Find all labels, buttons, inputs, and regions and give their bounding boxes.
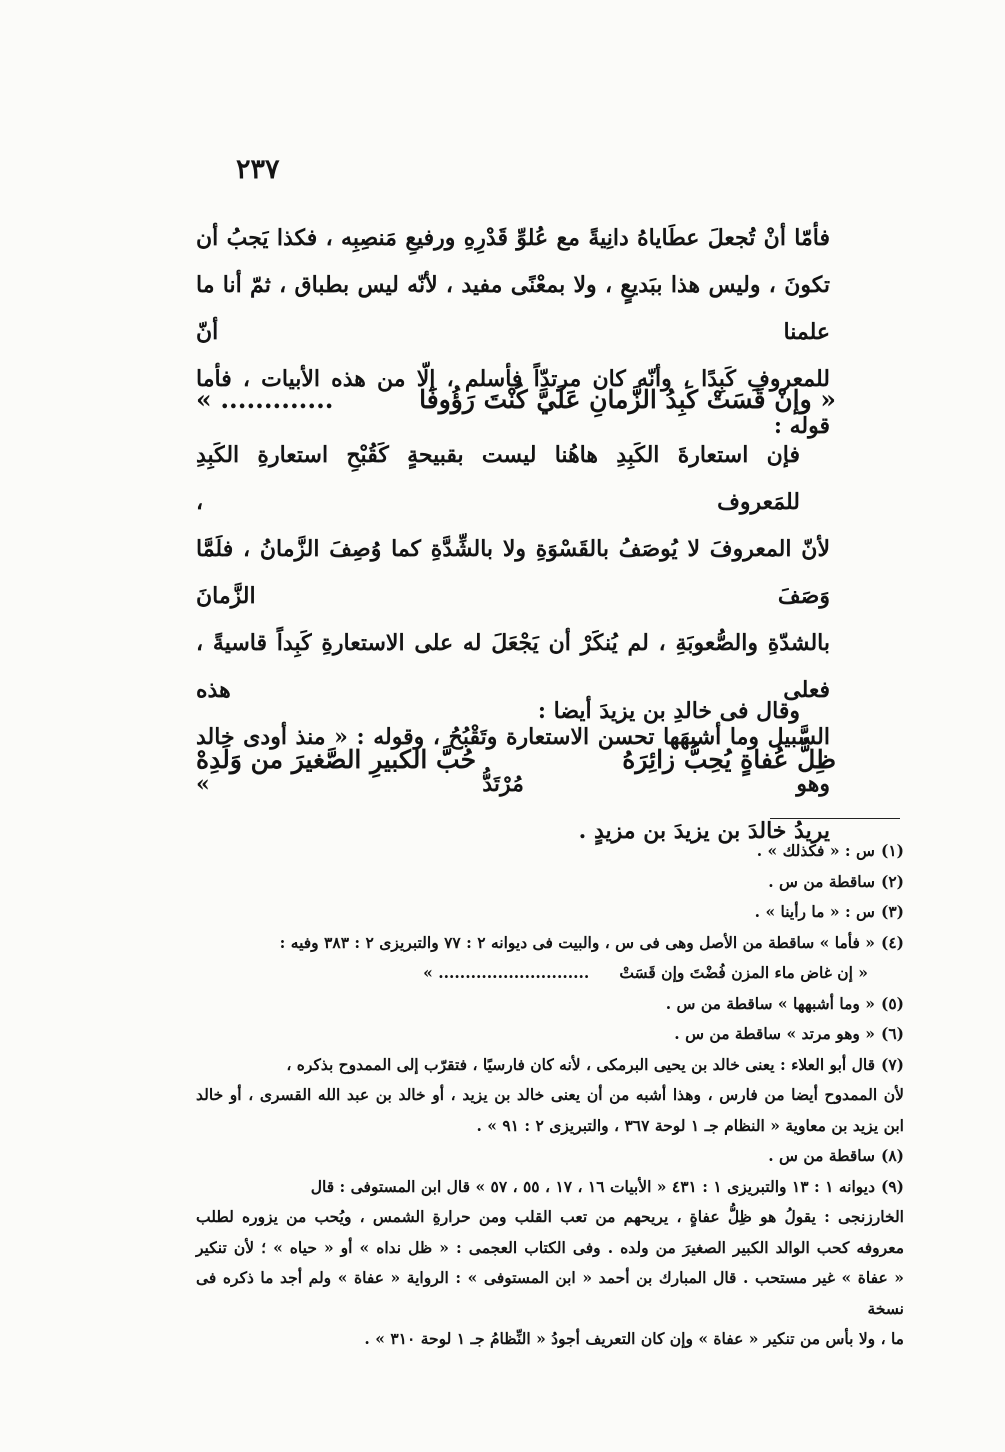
footnote-6 [196,1019,904,1050]
footnote-number: (٤) [880,932,904,952]
paragraph-1-line-1: فأمّا أنْ تُجعلَ عطَاياهُ دانِيةً مع عُلوِّ قَدْرِهِ ورفيعِ مَنصِبِه ، فكذا يَجبُ أن [196,225,830,251]
footnote-9-continuation-2: معروفه كحب الوالد الكبير الصغيرَ من ولده . وفى الكتاب العجمى : « ظل نداه » أو « حياه » ؛ لأن تنكير [196,1237,904,1257]
footnote-verse-second-hemistich: ............................ » [423,963,590,982]
paragraph-2-line-2: لأنّ المعروفَ لا يُوصَفُ بالقَسْوَةِ ولا بالشِّدَّةِ كما وُصِفَ الزَّمانُ ، فلَمَّا وَصَفَ الزَّمانَ [196,536,830,609]
footnote-number: (٨) [880,1146,904,1165]
footnote-number: (٦) [880,1024,904,1043]
footnote-text: « وما أشبهها » ساقطة من س . [665,993,875,1013]
footnote-number: (٧) [880,1054,904,1074]
paragraph-2 [196,432,830,855]
verse-1-first-hemistich: « وإنْ قَسَتْ كَبِدُ الزَّمانِ عَلَيَّ كُنْتَ رَؤُوفَا [419,385,836,414]
footnote-2 [196,867,904,898]
footnote-number: (٣) [880,902,904,921]
footnote-text: « وهو مرتد » ساقطة من س . [674,1024,875,1043]
footnote-9-continuation-1: الخارزنجى : يقولُ هو ظِلُّ عفاةٍ ، يريحهم من تعب القلب ومن حرارةِ الشمس ، ويُحب من يزوره لطلب [196,1207,904,1226]
verse-2-second-hemistich: حُبَّ الكبيرِ الصَّغيرَ من وَلَدِهْ [196,745,477,774]
footnote-3 [196,897,904,928]
intro-line [196,688,830,735]
verse-1 [196,385,836,414]
page-number: ٢٣٧ [236,154,280,185]
footnote-7-continuation: لأن الممدوح أيضا من فارس ، وهذا أشبه من أن يعنى خالد بن يزيد ، أو خالد بن عبد الله القسرى ، أو خالد [196,1085,904,1104]
footnote-9-continuation-end: ما ، ولا بأس من تنكير « عفاة » وإن كان التعريف أجودُ « النِّظامُ جـ ١ لوحة ٣١٠ » . [364,1329,904,1348]
footnote-8 [196,1141,904,1172]
footnote-number: (٥) [880,993,904,1013]
footnote-text: س : « فكذلك » . [756,841,875,860]
paragraph-1-line-3: للمعروفِ كَبِدًا ، وأنّه كان مرتدّاً فأسلم ، إلّا من هذه الأبيات ، فأما قوله : [196,366,830,439]
paragraph-1 [196,215,830,450]
footnote-1 [196,836,904,867]
footnote-number: (٢) [880,871,904,891]
footnote-text: ساقطة من س . [768,871,875,891]
paragraph-2-line-5: يريدُ خالدَ بن يزيدَ بن مزيدٍ . [578,818,830,844]
footnote-9 [196,1172,904,1203]
footnote-text: « فأما » ساقطة من الأصل وهى فى س ، والبيت فى ديوانه ٢ : ٧٧ والتبريزى ٢ : ٣٨٣ وفيه : [279,932,875,952]
verse-2-first-hemistich: ظِلُّ عُفاةٍ يُحِبُّ زائِرَهُ [622,745,836,774]
footnote-text: ديوانه ١ : ١٣ والتبريزى ١ : ٤٣١ « الأبيات ١٦ ، ١٧ ، ٥٥ ، ٥٧ » قال ابن المستوفى : قال [310,1176,875,1196]
footnote-number: (١) [880,841,904,860]
footnote-divider [770,818,900,819]
verse-1-second-hemistich: ............. » [196,385,334,414]
intro-line-text: وقال فى خالدِ بن يزيدَ أيضا : [537,698,800,724]
footnote-7 [196,1050,904,1081]
paragraph-2-line-3: بالشدّةِ والصُّعوبَةِ ، لم يُنكَرْ أن يَجْعَلَ له على الاستعارةِ كَبِداً قاسيةً ، فعلى هذه [196,630,830,703]
paragraph-2-line-1: فإن استعارةَ الكَبِدِ هاهُنا ليست بقبيحةٍ كَقُبْحِ استعارةِ الكَبِدِ للمَعروف ، [196,442,800,515]
footnotes [196,836,904,1355]
footnote-verse-first-hemistich: « إن غاض ماء المزن فُضْتَ وإن قَسَتْ [619,963,868,982]
footnote-4-verse [196,958,904,989]
footnote-4 [196,928,904,959]
footnote-text: س : « ما رأينا » . [754,902,875,921]
paragraph-2-line-4: السَّبيل وما أشبهَها تحسن الاستعارة وتَقْبُحُ ، وقوله : « منذ أودى خالد وهو مُرْتَدُّ » [196,724,830,797]
footnote-7-continuation-end: ابن يزيد بن معاوية « النظام جـ ١ لوحة ٣٦٧ ، والتبريزى ٢ : ٩١ » . [476,1115,904,1135]
footnote-number: (٩) [880,1176,904,1196]
footnote-text: قال أبو العلاء : يعنى خالد بن يحيى البرمكى ، لأنه كان فارسيًا ، فتقرّب إلى الممدوح بذكره ، [286,1054,875,1074]
footnote-text: ساقطة من س . [768,1146,875,1165]
verse-2 [196,745,836,774]
paragraph-1-line-2: تكونَ ، وليس هذا ببَديعٍ ، ولا بمعْنًى مفيد ، لأنّه ليس بطباق ، ثمّ أنا ما علمنا أنّ [196,272,830,345]
footnote-9-continuation-3: « عفاة » غير مستحب . قال المبارك بن أحمد « ابن المستوفى » : الرواية « عفاة » ولم أجد ما ذكره فى نسخة [196,1268,904,1318]
footnote-5 [196,989,904,1020]
